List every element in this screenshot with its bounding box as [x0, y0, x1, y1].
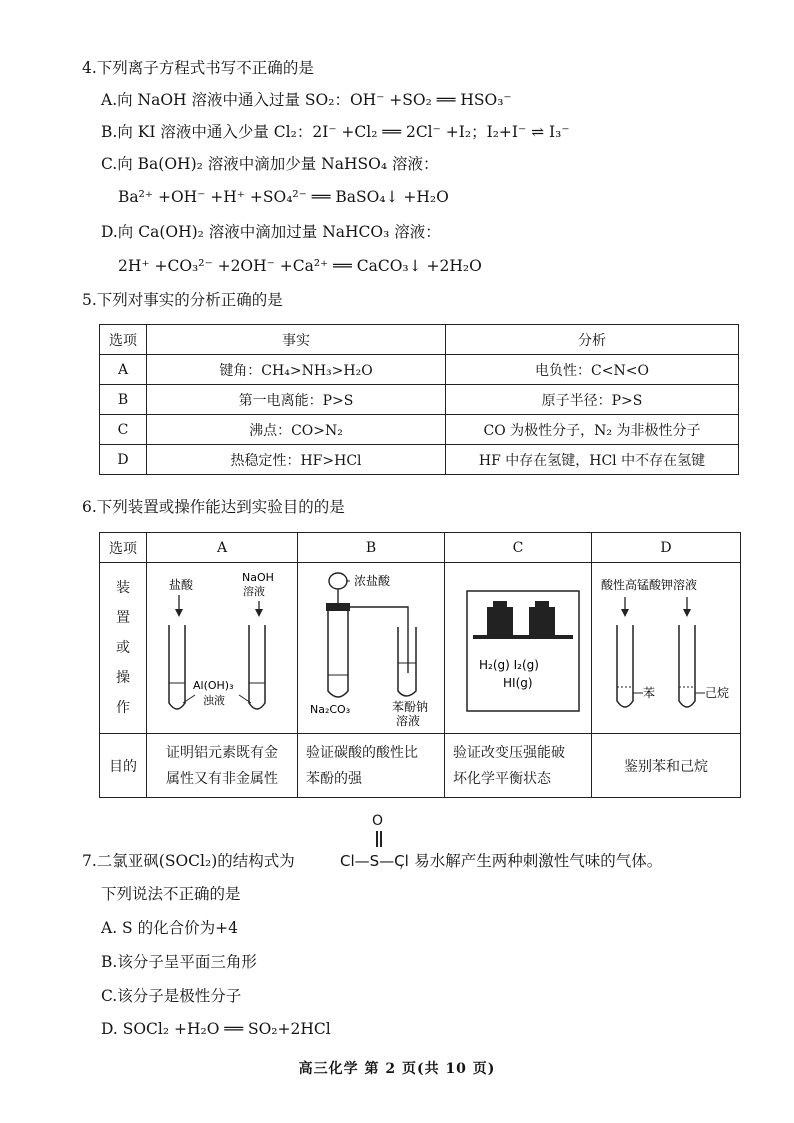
q6-stem: 6.下列装置或操作能达到实验目的的是 [82, 498, 345, 516]
structure-double-bond [376, 831, 378, 847]
row-analysis: 原子半径：P>S [446, 385, 739, 415]
header-option: 选项 [100, 325, 147, 355]
separatory-funnel [329, 573, 347, 589]
label-solution: 溶液 [243, 585, 265, 598]
test-tube-d1 [617, 625, 633, 707]
weight-left [487, 607, 513, 635]
apparatus-c [445, 563, 592, 734]
label-naoh: NaOH [242, 571, 274, 584]
q4-option-d-equation: 2H⁺ +CO₃²⁻ +2OH⁻ +Ca²⁺ ══ CaCO₃↓ +2H₂O [118, 257, 482, 275]
q7-option-a: A. S 的化合价为+4 [101, 919, 238, 937]
row-fact: 第一电离能：P>S [147, 385, 446, 415]
table-row [100, 355, 739, 385]
header-analysis: 分析 [446, 325, 739, 355]
purpose-a-line1: 证明铝元素既有金 [166, 744, 278, 761]
header-b: B [298, 533, 445, 563]
page-footer: 高三化学 第 2 页(共 10 页) [298, 1061, 496, 1077]
q5-stem: 5.下列对事实的分析正确的是 [82, 291, 283, 309]
q4-option-d: D.向 Ca(OH)₂ 溶液中滴加过量 NaHCO₃ 溶液： [101, 223, 441, 241]
header-d: D [592, 533, 741, 563]
q5-table [99, 324, 739, 475]
header-option: 选项 [100, 533, 147, 563]
q4-option-c-equation: Ba²⁺ +OH⁻ +H⁺ +SO₄²⁻ ══ BaSO₄↓ +H₂O [118, 188, 449, 206]
apparatus-b [298, 563, 445, 734]
test-tube-d2 [679, 625, 695, 707]
row-option: C [100, 415, 147, 445]
q7-stem-2: 下列说法不正确 • •的是 [101, 883, 241, 905]
piston [473, 635, 573, 639]
apparatus-label: 装置或操作 [100, 563, 147, 734]
row-fact: 键角：CH₄>NH₃>H₂O [147, 355, 446, 385]
test-tube-b2 [398, 627, 416, 696]
row-fact: 沸点：CO>N₂ [147, 415, 446, 445]
row-option: A [100, 355, 147, 385]
row-analysis: HF 中存在氢键，HCl 中不存在氢键 [446, 445, 739, 475]
q4-option-b: B.向 KI 溶液中通入少量 Cl₂：2I⁻ +Cl₂ ══ 2Cl⁻ +I₂；I₂+I⁻ ⇌ I₃⁻ [101, 123, 570, 141]
test-tube-b1 [328, 611, 348, 697]
label-sodium-phenoxide: 苯酚钠 [392, 700, 429, 714]
label-kmno4: 酸性高锰酸钾溶液 [601, 578, 698, 592]
structure-oxygen: O [372, 813, 384, 829]
apparatus-a [147, 563, 298, 734]
q7-stem: 7.二氯亚砜(SOCl₂)的结构式为 ，易水解产生两种刺激性气味的气体。 [82, 852, 663, 870]
label-hcl: 盐酸 [169, 578, 194, 592]
purpose-c-line2: 坏化学平衡状态 [453, 770, 551, 787]
container [467, 591, 579, 711]
apparatus-d-diagram [595, 563, 737, 729]
purpose-d-line1: 鉴别苯和己烷 [624, 758, 708, 775]
purpose-d [592, 734, 741, 798]
table-row [100, 385, 739, 415]
row-analysis: CO 为极性分子，N₂ 为非极性分子 [446, 415, 739, 445]
q4-option-c: C.向 Ba(OH)₂ 溶液中滴加少量 NaHSO₄ 溶液： [101, 155, 439, 173]
label-h2-i2: H₂(g) I₂(g) [479, 658, 539, 672]
purpose-label: 目的 [100, 734, 147, 798]
purpose-c [445, 734, 592, 798]
purpose-a [147, 734, 298, 798]
purpose-b-line1: 验证碳酸的酸性比 [306, 744, 418, 761]
q4-stem: 4.下列离子方程式书写不正确 • •的是 [82, 57, 314, 79]
test-tube-left [169, 625, 185, 709]
q6-table [99, 532, 741, 798]
apparatus-c-diagram [445, 563, 591, 729]
q7-option-c: C.该分子是极性分子 [101, 987, 242, 1005]
purpose-a-line2: 属性又有非金属性 [166, 770, 278, 787]
q4-option-a: A.向 NaOH 溶液中通入过量 SO₂：OH⁻ +SO₂ ══ HSO₃⁻ [101, 91, 512, 109]
label-aloh3: Al(OH)₃ [193, 679, 234, 692]
label-benzene: 苯 [643, 686, 656, 700]
label-conc-hcl: 浓盐酸 [354, 574, 391, 588]
row-analysis: 电负性：C<N<O [446, 355, 739, 385]
row-option: B [100, 385, 147, 415]
purpose-b [298, 734, 445, 798]
purpose-c-line1: 验证改变压强能破 [453, 744, 565, 761]
row-fact: 热稳定性：HF>HCl [147, 445, 446, 475]
weight-right [529, 607, 555, 635]
apparatus-a-diagram [147, 563, 297, 729]
q7-option-b: B.该分子呈平面三角形 [101, 953, 257, 971]
apparatus-d [592, 563, 741, 734]
label-solution-b: 溶液 [396, 714, 421, 728]
purpose-b-line2: 苯酚的强 [306, 770, 362, 787]
table-header-row [100, 533, 741, 563]
row-option: D [100, 445, 147, 475]
header-fact: 事实 [147, 325, 446, 355]
apparatus-row [100, 563, 741, 734]
table-row [100, 415, 739, 445]
label-suspension: 浊液 [203, 694, 225, 707]
label-hi: HI(g) [503, 676, 533, 690]
table-header-row [100, 325, 739, 355]
header-a: A [147, 533, 298, 563]
apparatus-b-diagram [298, 563, 444, 729]
label-hexane: 己烷 [705, 686, 730, 700]
label-na2co3: Na₂CO₃ [310, 703, 351, 716]
structure-formula: Cl—S—Cl [340, 852, 409, 870]
q7-option-d: D. SOCl₂ +H₂O ══ SO₂+2HCl [101, 1020, 331, 1038]
table-row [100, 445, 739, 475]
header-c: C [445, 533, 592, 563]
test-tube-right [249, 625, 265, 709]
purpose-row [100, 734, 741, 798]
